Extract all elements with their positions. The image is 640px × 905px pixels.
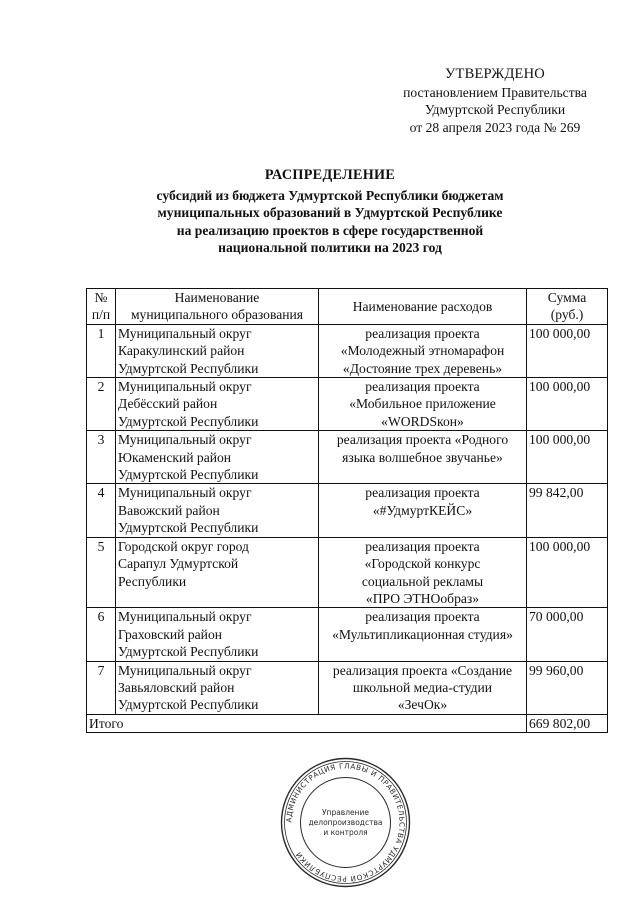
row-expense — [319, 484, 527, 537]
approval-title: УТВЕРЖДЕНО — [445, 66, 545, 82]
table-row — [87, 431, 608, 484]
row-municipality — [116, 378, 319, 431]
row-expense — [319, 431, 527, 484]
expense-line: «WORDSкон» — [381, 413, 464, 429]
name-line: Удмуртской Республики — [118, 644, 259, 660]
expense-line: школьной медиа-студии — [352, 679, 493, 695]
row-municipality — [116, 537, 319, 608]
header-sum-line-2: (руб.) — [550, 307, 584, 323]
official-stamp — [278, 755, 413, 890]
expense-line: реализация проекта — [365, 325, 480, 341]
name-line: Муниципальный округ — [118, 662, 252, 678]
row-num: 4 — [87, 484, 116, 537]
name-line: Каракулинский район — [118, 343, 245, 359]
header-num-line-2: п/п — [91, 307, 111, 323]
expense-line: реализация проекта «Родного — [336, 432, 509, 448]
header-sum — [527, 289, 608, 325]
row-expense — [319, 661, 527, 714]
expense-line: «ЗечОк» — [397, 697, 448, 713]
heading-line-1: субсидий из бюджета Удмуртской Республики бюджетам — [156, 187, 504, 203]
header-name-line-1: Наименование — [174, 290, 260, 305]
expense-line: «Мобильное приложение — [349, 396, 496, 412]
name-line: Дебёсский район — [118, 396, 218, 412]
row-sum: 100 000,00 — [527, 431, 608, 484]
expense-line: «ПРО ЭТНОобраз» — [365, 590, 480, 606]
row-sum: 100 000,00 — [527, 324, 608, 377]
heading-line-2: муниципальных образований в Удмуртской Республике — [157, 205, 503, 220]
table-row — [87, 661, 608, 714]
row-num: 2 — [87, 378, 116, 431]
row-sum: 100 000,00 — [527, 537, 608, 608]
document-heading — [60, 167, 600, 257]
header-sum-line-1: Сумма — [547, 290, 587, 305]
row-sum: 99 960,00 — [527, 661, 608, 714]
table-row — [87, 537, 608, 608]
row-num: 5 — [87, 537, 116, 608]
expense-line: реализация проекта «Создание — [332, 662, 513, 678]
row-municipality — [116, 431, 319, 484]
row-expense — [319, 378, 527, 431]
row-num: 1 — [87, 324, 116, 377]
name-line: Удмуртской Республики — [118, 697, 259, 713]
name-line: Удмуртской Республики — [118, 413, 259, 429]
expense-line: «Мультипликационная студия» — [332, 626, 513, 642]
row-num: 3 — [87, 431, 116, 484]
approval-line-1: постановлением Правительства — [403, 84, 587, 100]
approval-block — [380, 66, 610, 136]
heading-line-3: на реализацию проектов в сфере государственной — [176, 222, 484, 238]
row-num: 7 — [87, 661, 116, 714]
distribution-table — [86, 288, 608, 733]
header-num — [87, 289, 116, 325]
row-num: 6 — [87, 608, 116, 661]
name-line: Городской округ город — [118, 538, 249, 554]
header-name — [116, 289, 319, 325]
table-header-row — [87, 289, 608, 325]
name-line: Муниципальный округ — [118, 609, 252, 625]
name-line: Муниципальный округ — [118, 325, 252, 341]
row-expense — [319, 537, 527, 608]
total-label: Итого — [87, 714, 527, 732]
row-municipality — [116, 324, 319, 377]
expense-line: реализация проекта — [365, 379, 480, 395]
row-sum: 70 000,00 — [527, 608, 608, 661]
total-sum: 669 802,00 — [527, 714, 608, 732]
name-line: Республики — [118, 573, 187, 589]
table-row — [87, 608, 608, 661]
name-line: Сарапул Удмуртской — [118, 556, 239, 572]
name-line: Удмуртской Республики — [118, 360, 259, 376]
table-total-row — [87, 714, 608, 732]
name-line: Вавожский район — [118, 502, 220, 518]
table-row — [87, 484, 608, 537]
name-line: Удмуртской Республики — [118, 467, 259, 483]
heading-line-4: национальной политики на 2023 год — [218, 240, 442, 255]
row-sum: 99 842,00 — [527, 484, 608, 537]
name-line: Муниципальный округ — [118, 485, 252, 501]
header-name-line-2: муниципального образования — [130, 307, 304, 323]
header-num-line-1: № — [94, 290, 108, 305]
stamp-inner-line-3: и контроля — [323, 828, 368, 837]
row-sum: 100 000,00 — [527, 378, 608, 431]
expense-line: реализация проекта — [365, 538, 480, 554]
expense-line: реализация проекта — [365, 485, 480, 501]
name-line: Муниципальный округ — [118, 379, 252, 395]
header-expense: Наименование расходов — [319, 289, 527, 325]
row-municipality — [116, 608, 319, 661]
stamp-inner-line-2: делопроизводства — [308, 818, 383, 827]
name-line: Удмуртской Республики — [118, 520, 259, 536]
name-line: Завьяловский район — [118, 679, 235, 695]
table-row — [87, 324, 608, 377]
expense-line: «Городской конкурс — [364, 556, 481, 572]
row-municipality — [116, 484, 319, 537]
name-line: Юкаменский район — [118, 449, 232, 465]
row-municipality — [116, 661, 319, 714]
expense-line: социальной рекламы — [361, 573, 484, 589]
name-line: Муниципальный округ — [118, 432, 252, 448]
expense-line: языка волшебное звучанье» — [342, 449, 503, 465]
stamp-ring-text: АДМИНИСТРАЦИЯ ГЛАВЫ И ПРАВИТЕЛЬСТВА УДМУРТСКОЙ РЕСПУБЛИКИ — [284, 761, 407, 884]
approval-line-2: Удмуртской Республики — [424, 102, 566, 117]
expense-line: «Молодежный этномарафон — [340, 343, 505, 359]
expense-line: «#УдмуртКЕЙС» — [372, 502, 473, 518]
row-expense — [319, 608, 527, 661]
name-line: Граховский район — [118, 626, 223, 642]
document-title: РАСПРЕДЕЛЕНИЕ — [264, 167, 396, 183]
table-row — [87, 378, 608, 431]
approval-line-3: от 28 апреля 2023 года № 269 — [409, 119, 581, 135]
stamp-inner-line-1: Управление — [321, 808, 370, 817]
row-expense — [319, 324, 527, 377]
expense-line: «Достояние трех деревень» — [342, 360, 503, 376]
expense-line: реализация проекта — [365, 609, 480, 625]
